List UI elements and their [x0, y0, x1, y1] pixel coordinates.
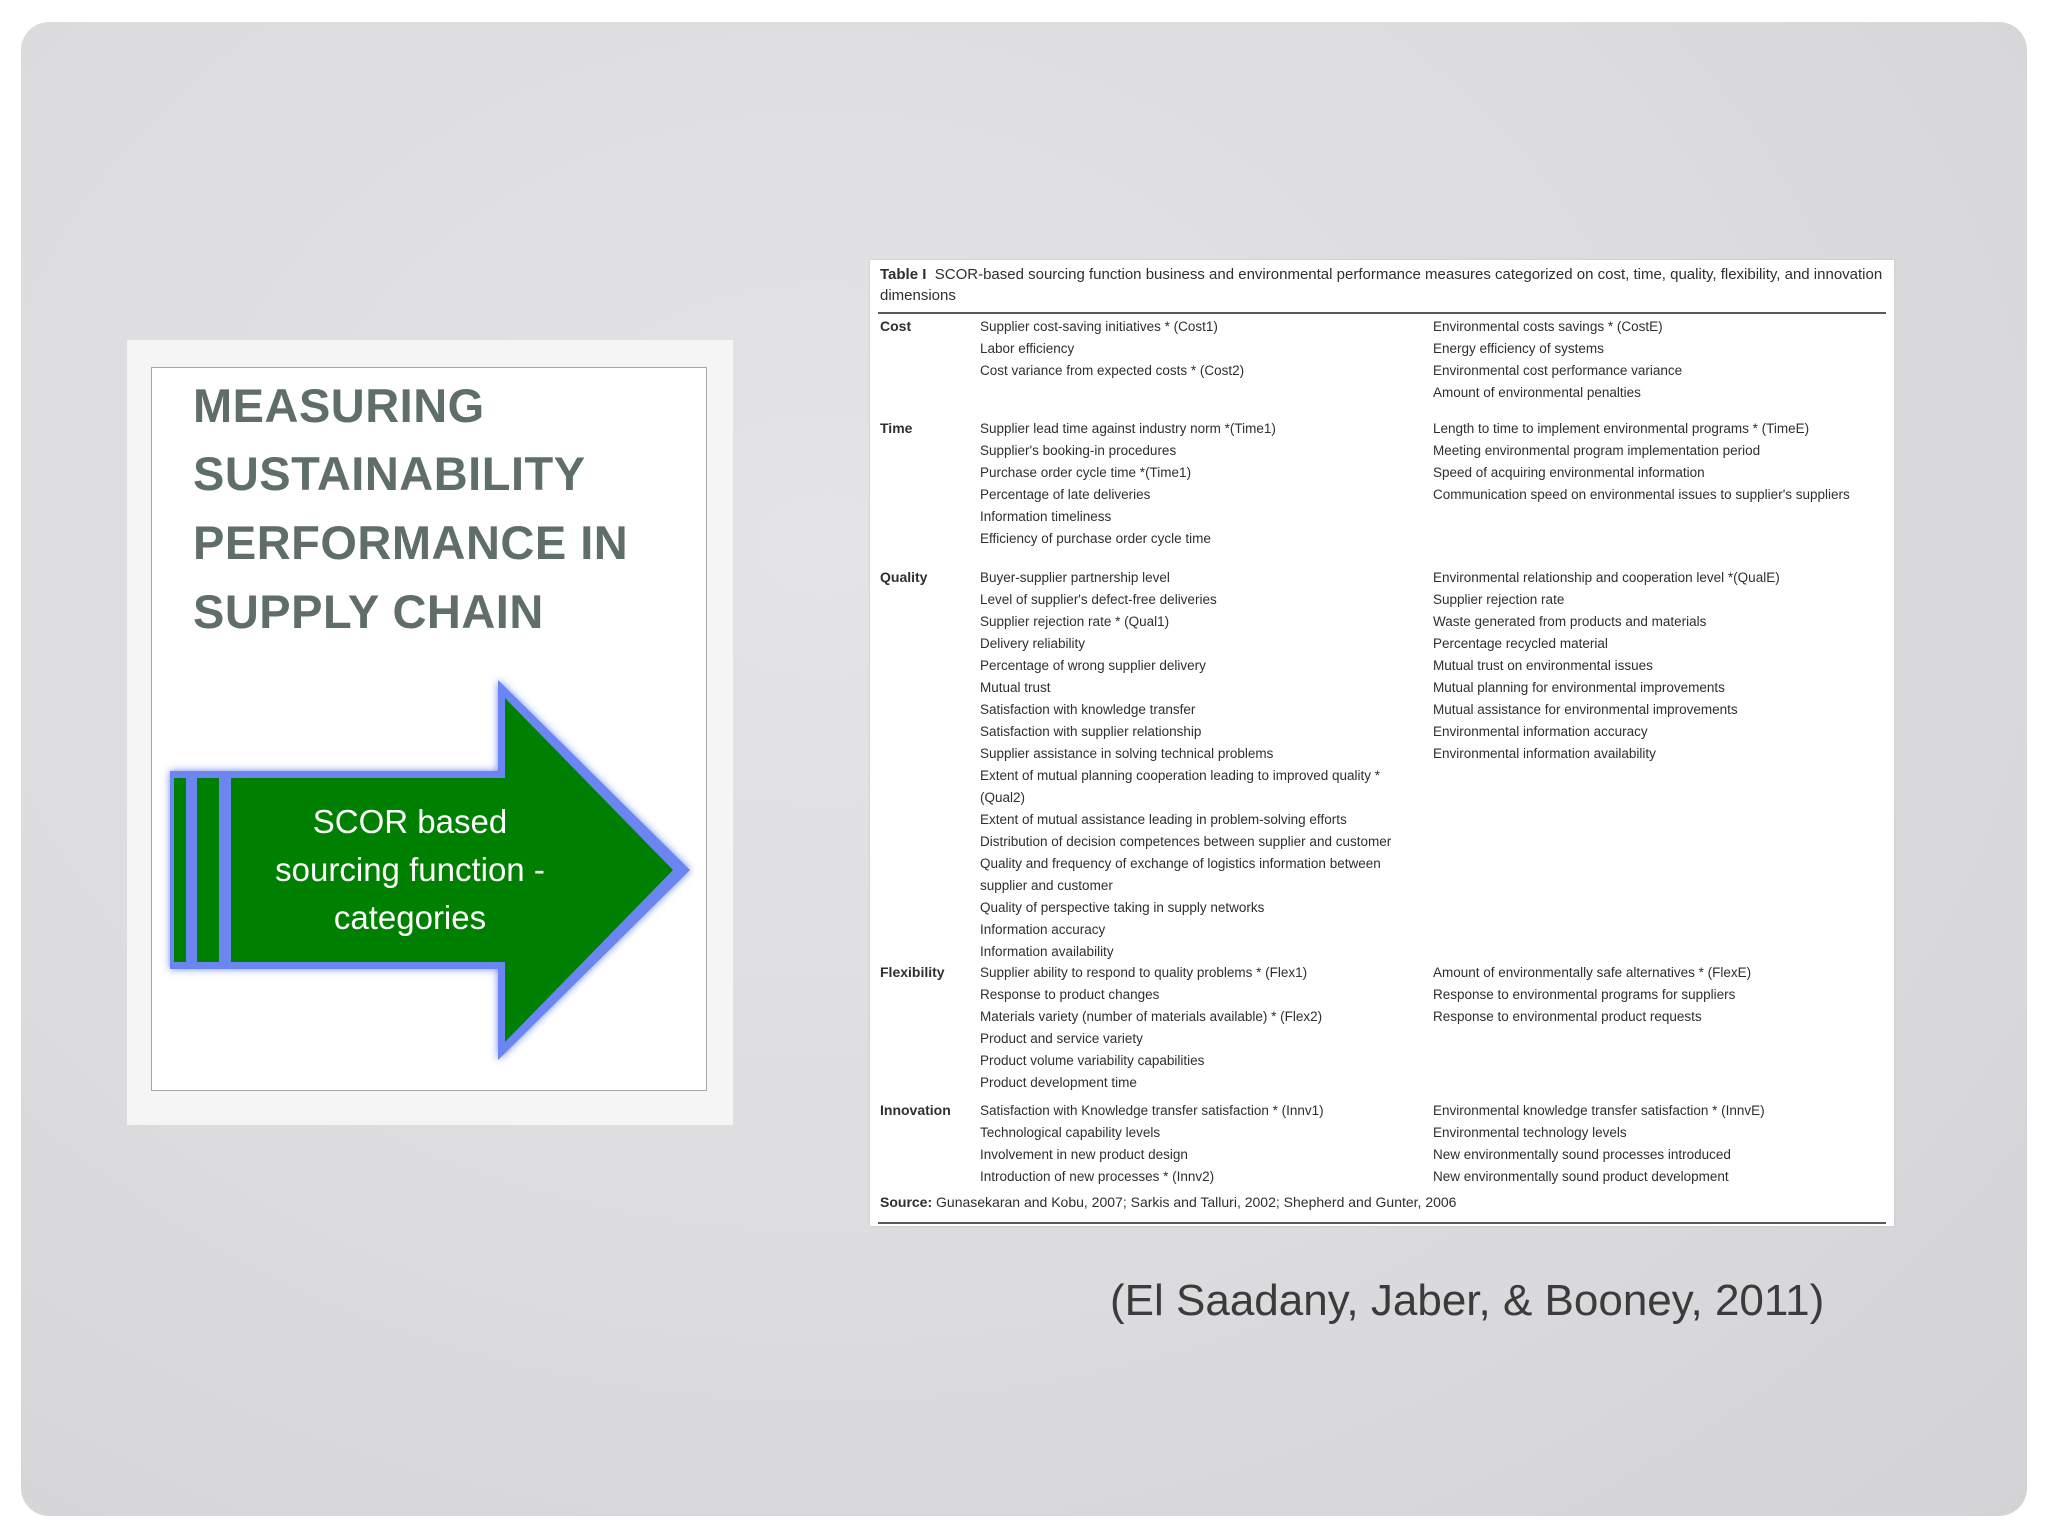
environmental-measure: Amount of environmental penalties	[1433, 385, 1641, 400]
arrow-label-line-1: SCOR based	[312, 803, 508, 840]
business-measure: Supplier assistance in solving technical problems	[980, 746, 1274, 761]
table-category: Time	[880, 420, 913, 436]
environmental-measure: New environmentally sound processes introduced	[1433, 1147, 1731, 1162]
table-caption	[880, 264, 1884, 306]
environmental-measure: Mutual assistance for environmental improvements	[1433, 702, 1738, 717]
environmental-measure: Energy efficiency of systems	[1433, 341, 1604, 356]
environmental-measure: Environmental cost performance variance	[1433, 363, 1683, 378]
business-measure: Efficiency of purchase order cycle time	[980, 531, 1211, 546]
arrow-label-line-3: categories	[333, 899, 487, 936]
business-measure: Product development time	[980, 1075, 1137, 1090]
environmental-measure: Environmental technology levels	[1433, 1125, 1627, 1140]
slide-title-line-2: SUSTAINABILITY	[193, 447, 586, 500]
environmental-measure: Waste generated from products and materials	[1433, 614, 1707, 629]
environmental-measure: Response to environmental product requests	[1433, 1009, 1702, 1024]
slide-title-line-1: MEASURING	[193, 379, 485, 432]
environmental-measure: Percentage recycled material	[1433, 636, 1608, 651]
business-measure: Percentage of wrong supplier delivery	[980, 658, 1206, 673]
environmental-measure: Supplier rejection rate	[1433, 592, 1565, 607]
business-measure: Level of supplier's defect-free deliveries	[980, 592, 1217, 607]
table-top-rule	[878, 312, 1886, 314]
environmental-measure: Mutual planning for environmental improvements	[1433, 680, 1725, 695]
slide-title-line-4: SUPPLY CHAIN	[193, 585, 544, 638]
business-measure: Supplier's booking-in procedures	[980, 443, 1177, 458]
business-measure: Satisfaction with supplier relationship	[980, 724, 1202, 739]
arrow-stripe-1	[174, 778, 186, 962]
environmental-measure: Amount of environmentally safe alternatives * (FlexE)	[1433, 965, 1752, 980]
environmental-measure: Environmental relationship and cooperation level *(QualE)	[1433, 570, 1780, 585]
environmental-measure: Environmental knowledge transfer satisfaction * (InnvE)	[1433, 1103, 1765, 1118]
business-measure: Information accuracy	[980, 922, 1106, 937]
business-measure: Extent of mutual assistance leading in problem-solving efforts	[980, 812, 1347, 827]
environmental-measure: New environmentally sound product development	[1433, 1169, 1729, 1184]
slide-title-line-3: PERFORMANCE IN	[193, 516, 629, 569]
business-measure: Distribution of decision competences between supplier and customer	[980, 834, 1392, 849]
table-caption-text: SCOR-based sourcing function business and environmental performance measures categorized on cost, time, quality, flexibility, and innovation dimensions	[880, 266, 1883, 304]
arrow-label-line-2: sourcing function -	[275, 851, 545, 888]
table-source	[880, 1194, 1456, 1210]
table-category: Cost	[880, 318, 912, 334]
business-measure: Supplier rejection rate * (Qual1)	[980, 614, 1170, 629]
business-measure: Response to product changes	[980, 987, 1160, 1002]
business-measure: Information timeliness	[980, 509, 1112, 524]
table-category: Quality	[880, 569, 928, 585]
business-measure: Product volume variability capabilities	[980, 1053, 1205, 1068]
business-measure: Labor efficiency	[980, 341, 1075, 356]
table-category: Flexibility	[880, 964, 945, 980]
business-measure: Involvement in new product design	[980, 1147, 1188, 1162]
business-measure: Introduction of new processes * (Innv2)	[980, 1169, 1215, 1184]
business-measure: Satisfaction with knowledge transfer	[980, 702, 1196, 717]
environmental-measure: Speed of acquiring environmental information	[1433, 465, 1705, 480]
arrow-label	[240, 798, 580, 942]
business-measure: Extent of mutual planning cooperation leading to improved quality *	[980, 768, 1381, 783]
table-source-text: Gunasekaran and Kobu, 2007; Sarkis and Talluri, 2002; Shepherd and Gunter, 2006	[936, 1194, 1457, 1210]
table-bottom-rule	[878, 1222, 1886, 1224]
business-measure: Information availability	[980, 944, 1114, 959]
business-measure: Supplier cost-saving initiatives * (Cost1)	[980, 319, 1218, 334]
business-measure: Satisfaction with Knowledge transfer satisfaction * (Innv1)	[980, 1103, 1324, 1118]
table-category: Innovation	[880, 1102, 951, 1118]
environmental-measure: Environmental information accuracy	[1433, 724, 1648, 739]
environmental-measure: Response to environmental programs for suppliers	[1433, 987, 1736, 1002]
environmental-measure: Environmental information availability	[1433, 746, 1656, 761]
environmental-measure: Mutual trust on environmental issues	[1433, 658, 1653, 673]
business-measure: Supplier lead time against industry norm *(Time1)	[980, 421, 1276, 436]
arrow-stripe-2	[197, 778, 219, 962]
business-measure: (Qual2)	[980, 790, 1026, 805]
business-measure: Purchase order cycle time *(Time1)	[980, 465, 1192, 480]
citation: (El Saadany, Jaber, & Booney, 2011)	[1110, 1276, 1825, 1325]
business-measure: supplier and customer	[980, 878, 1113, 893]
table-caption-label: Table I	[880, 266, 927, 283]
environmental-measure: Length to time to implement environmental programs * (TimeE)	[1433, 421, 1810, 436]
environmental-measure: Communication speed on environmental issues to supplier's suppliers	[1433, 487, 1850, 502]
business-measure: Quality and frequency of exchange of logistics information between	[980, 856, 1381, 871]
business-measure: Percentage of late deliveries	[980, 487, 1151, 502]
business-measure: Supplier ability to respond to quality problems * (Flex1)	[980, 965, 1308, 980]
business-measure: Quality of perspective taking in supply networks	[980, 900, 1265, 915]
business-measure: Mutual trust	[980, 680, 1051, 695]
environmental-measure: Environmental costs savings * (CostE)	[1433, 319, 1663, 334]
business-measure: Delivery reliability	[980, 636, 1086, 651]
table-source-label: Source:	[880, 1194, 933, 1210]
business-measure: Materials variety (number of materials available) * (Flex2)	[980, 1009, 1323, 1024]
business-measure: Product and service variety	[980, 1031, 1143, 1046]
business-measure: Cost variance from expected costs * (Cost2)	[980, 363, 1245, 378]
business-measure: Technological capability levels	[980, 1125, 1161, 1140]
measures-table	[870, 260, 1894, 1226]
business-measure: Buyer-supplier partnership level	[980, 570, 1170, 585]
environmental-measure: Meeting environmental program implementation period	[1433, 443, 1761, 458]
